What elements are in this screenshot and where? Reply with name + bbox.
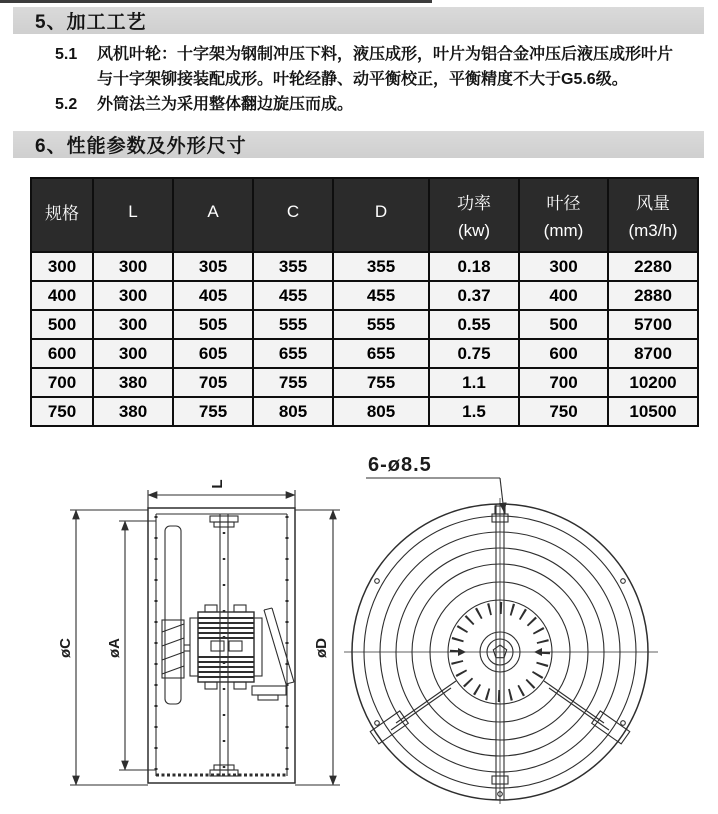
table-cell: 300	[93, 281, 173, 310]
table-cell: 0.75	[429, 339, 519, 368]
clause-text: 风机叶轮：十字架为钢制冲压下料，液压成形，叶片为铝合金冲压后液压成形叶片与十字架铆接装配成形。叶轮经静、动平衡校正，平衡精度不大于G5.6级。	[97, 46, 674, 88]
table-cell: 605	[173, 339, 253, 368]
table-cell: 755	[333, 368, 429, 397]
table-cell: 600	[31, 339, 93, 368]
motor	[190, 605, 262, 689]
section6-header	[13, 131, 704, 158]
dimension-d	[295, 510, 340, 785]
table-cell: 10500	[608, 397, 698, 426]
clause-text: 外筒法兰为采用整体翻边旋压而成。	[97, 96, 354, 113]
table-cell: 380	[93, 397, 173, 426]
table-cell: 555	[333, 310, 429, 339]
table-cell: 700	[519, 368, 608, 397]
fan-casing	[148, 508, 295, 783]
table-row	[31, 252, 698, 281]
technical-drawings	[0, 440, 718, 814]
dim-label-c: øC	[57, 638, 74, 658]
section5-title: 5、加工工艺	[35, 12, 147, 33]
table-cell: 300	[93, 339, 173, 368]
fan-side-view-drawing	[57, 479, 340, 785]
section5-header	[13, 7, 704, 34]
table-cell: 380	[93, 368, 173, 397]
table-cell: 0.55	[429, 310, 519, 339]
table-cell: 300	[93, 252, 173, 281]
page-top-edge-line	[0, 0, 432, 3]
table-row	[31, 339, 698, 368]
dim-label-l: L	[209, 479, 226, 489]
table-cell: 2880	[608, 281, 698, 310]
table-cell: 750	[31, 397, 93, 426]
table-cell: 1.1	[429, 368, 519, 397]
table-cell: 505	[173, 310, 253, 339]
table-cell: 10200	[608, 368, 698, 397]
table-cell: 2280	[608, 252, 698, 281]
fan-front-view-drawing	[344, 454, 658, 804]
col-header-a: A	[173, 178, 253, 252]
table-cell: 300	[519, 252, 608, 281]
table-cell: 355	[333, 252, 429, 281]
table-cell: 0.37	[429, 281, 519, 310]
dim-label-a: øA	[106, 638, 123, 658]
clause-5-1	[55, 42, 679, 92]
dimension-l	[148, 479, 295, 508]
dimension-c	[57, 510, 148, 785]
table-cell: 705	[173, 368, 253, 397]
impeller-blade	[162, 526, 190, 704]
clause-5-2	[55, 92, 679, 117]
bolt-hole-annotation: 6-ø8.5	[368, 454, 432, 476]
clause-number: 5.2	[55, 96, 78, 113]
table-cell: 5700	[608, 310, 698, 339]
table-cell: 500	[31, 310, 93, 339]
table-cell: 755	[173, 397, 253, 426]
table-cell: 750	[519, 397, 608, 426]
table-cell: 1.5	[429, 397, 519, 426]
col-header-power: 功率 (kw)	[429, 178, 519, 252]
table-cell: 600	[519, 339, 608, 368]
table-row	[31, 368, 698, 397]
table-cell: 0.18	[429, 252, 519, 281]
col-header-c: C	[253, 178, 333, 252]
col-header-blade-dia: 叶径 (mm)	[519, 178, 608, 252]
col-header-airflow: 风量 (m3/h)	[608, 178, 698, 252]
table-cell: 805	[253, 397, 333, 426]
bolt-hole-callout	[366, 454, 504, 512]
table-cell: 500	[519, 310, 608, 339]
table-row	[31, 397, 698, 426]
table-cell: 805	[333, 397, 429, 426]
table-cell: 300	[93, 310, 173, 339]
table-row	[31, 310, 698, 339]
table-cell: 700	[31, 368, 93, 397]
table-cell: 300	[31, 252, 93, 281]
table-cell: 8700	[608, 339, 698, 368]
col-header-d: D	[333, 178, 429, 252]
center-lines	[344, 498, 658, 804]
table-row	[31, 281, 698, 310]
performance-spec-table	[30, 177, 699, 427]
section6-title: 6、性能参数及外形尺寸	[35, 136, 247, 157]
table-cell: 455	[253, 281, 333, 310]
table-cell: 400	[31, 281, 93, 310]
col-header-spec: 规格	[31, 178, 93, 252]
table-cell: 455	[333, 281, 429, 310]
table-cell: 655	[253, 339, 333, 368]
table-cell: 555	[253, 310, 333, 339]
table-cell: 355	[253, 252, 333, 281]
table-cell: 655	[333, 339, 429, 368]
dim-label-d: øD	[313, 638, 330, 658]
table-cell: 400	[519, 281, 608, 310]
table-cell: 305	[173, 252, 253, 281]
table-cell: 405	[173, 281, 253, 310]
table-cell: 755	[253, 368, 333, 397]
clause-number: 5.1	[55, 46, 78, 63]
table-header-row	[31, 178, 698, 252]
col-header-l: L	[93, 178, 173, 252]
